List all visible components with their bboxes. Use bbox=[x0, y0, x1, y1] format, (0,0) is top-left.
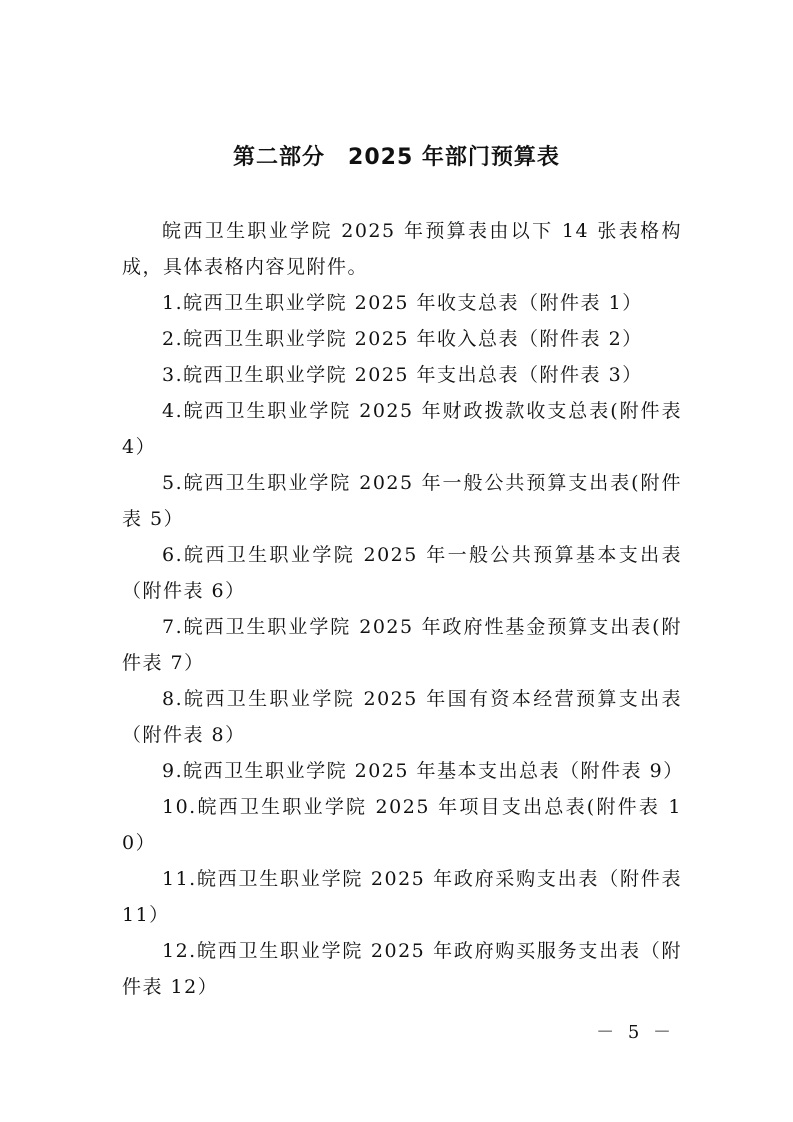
list-item: 8.皖西卫生职业学院 2025 年国有资本经营预算支出表（附件表 8） bbox=[122, 688, 682, 746]
list-item: 3.皖西卫生职业学院 2025 年支出总表（附件表 3） bbox=[162, 364, 643, 386]
list-item: 9.皖西卫生职业学院 2025 年基本支出总表（附件表 9） bbox=[162, 760, 684, 782]
list-item: 6.皖西卫生职业学院 2025 年一般公共预算基本支出表（附件表 6） bbox=[122, 544, 682, 602]
list-item: 2.皖西卫生职业学院 2025 年收入总表（附件表 2） bbox=[162, 328, 643, 350]
list-item: 10.皖西卫生职业学院 2025 年项目支出总表(附件表 10） bbox=[122, 796, 682, 854]
list-item: 12.皖西卫生职业学院 2025 年政府购买服务支出表（附件表 12） bbox=[122, 940, 682, 998]
list-item: 1.皖西卫生职业学院 2025 年收支总表（附件表 1） bbox=[162, 292, 643, 314]
intro-paragraph: 皖西卫生职业学院 2025 年预算表由以下 14 张表格构成，具体表格内容见附件。 bbox=[122, 220, 682, 278]
list-item: 5.皖西卫生职业学院 2025 年一般公共预算支出表(附件表 5） bbox=[122, 472, 682, 530]
list-item: 4.皖西卫生职业学院 2025 年财政拨款收支总表(附件表 4） bbox=[122, 400, 682, 458]
page-title: 第二部分 2025 年部门预算表 bbox=[233, 145, 560, 170]
list-item: 7.皖西卫生职业学院 2025 年政府性基金预算支出表(附件表 7） bbox=[122, 616, 682, 674]
page-number: － 5 － bbox=[596, 1022, 675, 1043]
list-item: 11.皖西卫生职业学院 2025 年政府采购支出表（附件表 11） bbox=[122, 868, 682, 926]
document-body bbox=[122, 213, 682, 1005]
